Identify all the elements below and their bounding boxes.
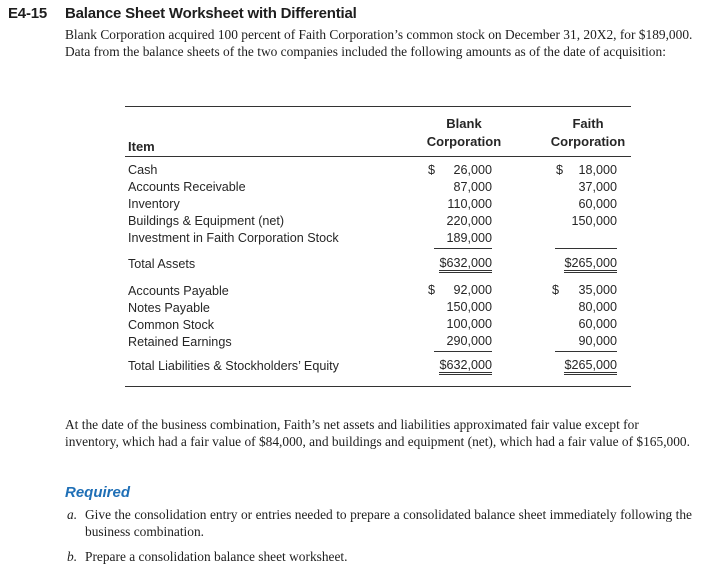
col-header-blank-line2: Corporation [426,134,502,149]
item-letter: a. [67,507,78,522]
faith-value: 60,000 [578,197,617,211]
item-letter: b. [67,549,78,564]
item-text: Prepare a consolidation balance sheet worksheet. [85,549,348,564]
row-label: Cash [128,163,158,177]
col-header-faith [543,115,633,151]
blank-value: $632,000 [439,256,492,273]
blank-value: 150,000 [446,300,492,314]
blank-value: 110,000 [447,197,492,211]
row-label: Investment in Faith Corporation Stock [128,231,339,245]
faith-value: 18,000 [578,163,617,177]
row-label: Accounts Payable [128,284,229,298]
table-bottom-rule [125,386,631,387]
col-header-blank [420,115,508,151]
col-header-faith-line2: Corporation [550,134,626,149]
col-header-blank-line1: Blank [446,116,482,131]
item-text: Give the consolidation entry or entries needed to prepare a consolidated balance sheet immediately following the business combination. [85,507,692,539]
col-header-item: Item [128,139,155,154]
header-underline [125,156,631,157]
row-label: Inventory [128,197,180,211]
required-heading: Required [65,484,131,501]
row-label: Notes Payable [128,301,210,315]
faith-value: 80,000 [578,300,617,314]
col-header-faith-line1: Faith [572,116,604,131]
fair-value-paragraph: At the date of the business combination, Faith’s net assets and liabilities approximated fair value except for inventory, which had a fair value of $84,000, and buildings and equipment (net), which had a fair value of $165,000. [65,417,690,449]
faith-dollar-sign: $ [556,163,564,177]
row-label: Accounts Receivable [128,180,246,194]
faith-value: 35,000 [578,283,617,297]
blank-dollar-sign: $ [428,163,436,177]
required-item-a [67,507,692,540]
faith-value: 90,000 [578,334,617,348]
row-label: Total Liabilities & Stockholders’ Equity [128,359,339,373]
intro-paragraph: Blank Corporation acquired 100 percent of Faith Corporation’s common stock on December 31, 20X2, for $189,000. Data from the balance sheets of the two companies included the following amounts as of the date of acquisition: [65,27,693,59]
blank-value: 220,000 [446,214,492,228]
required-item-b [67,549,692,566]
exercise-title: Balance Sheet Worksheet with Differential [65,5,357,22]
blank-value: 26,000 [453,163,492,177]
exercise-number: E4-15 [8,5,48,22]
faith-value: 150,000 [571,214,617,228]
blank-value: 87,000 [453,180,492,194]
blank-value: 189,000 [446,231,492,245]
blank-value: $632,000 [439,358,492,375]
subtotal-underline-blank [434,248,492,249]
row-label: Total Assets [128,257,196,271]
row-label: Buildings & Equipment (net) [128,214,285,228]
blank-dollar-sign: $ [428,283,436,297]
faith-value: 37,000 [578,180,617,194]
faith-value: 60,000 [578,317,617,331]
faith-value: $265,000 [564,358,617,375]
subtotal-underline-faith [555,248,617,249]
faith-value: $265,000 [564,256,617,273]
blank-value: 290,000 [446,334,492,348]
row-label: Retained Earnings [128,335,232,349]
row-label: Common Stock [128,318,215,332]
faith-dollar-sign: $ [552,283,560,297]
blank-value: 100,000 [446,317,492,331]
subtotal-underline-faith-2 [555,351,617,352]
subtotal-underline-blank-2 [434,351,492,352]
blank-value: 92,000 [453,283,492,297]
